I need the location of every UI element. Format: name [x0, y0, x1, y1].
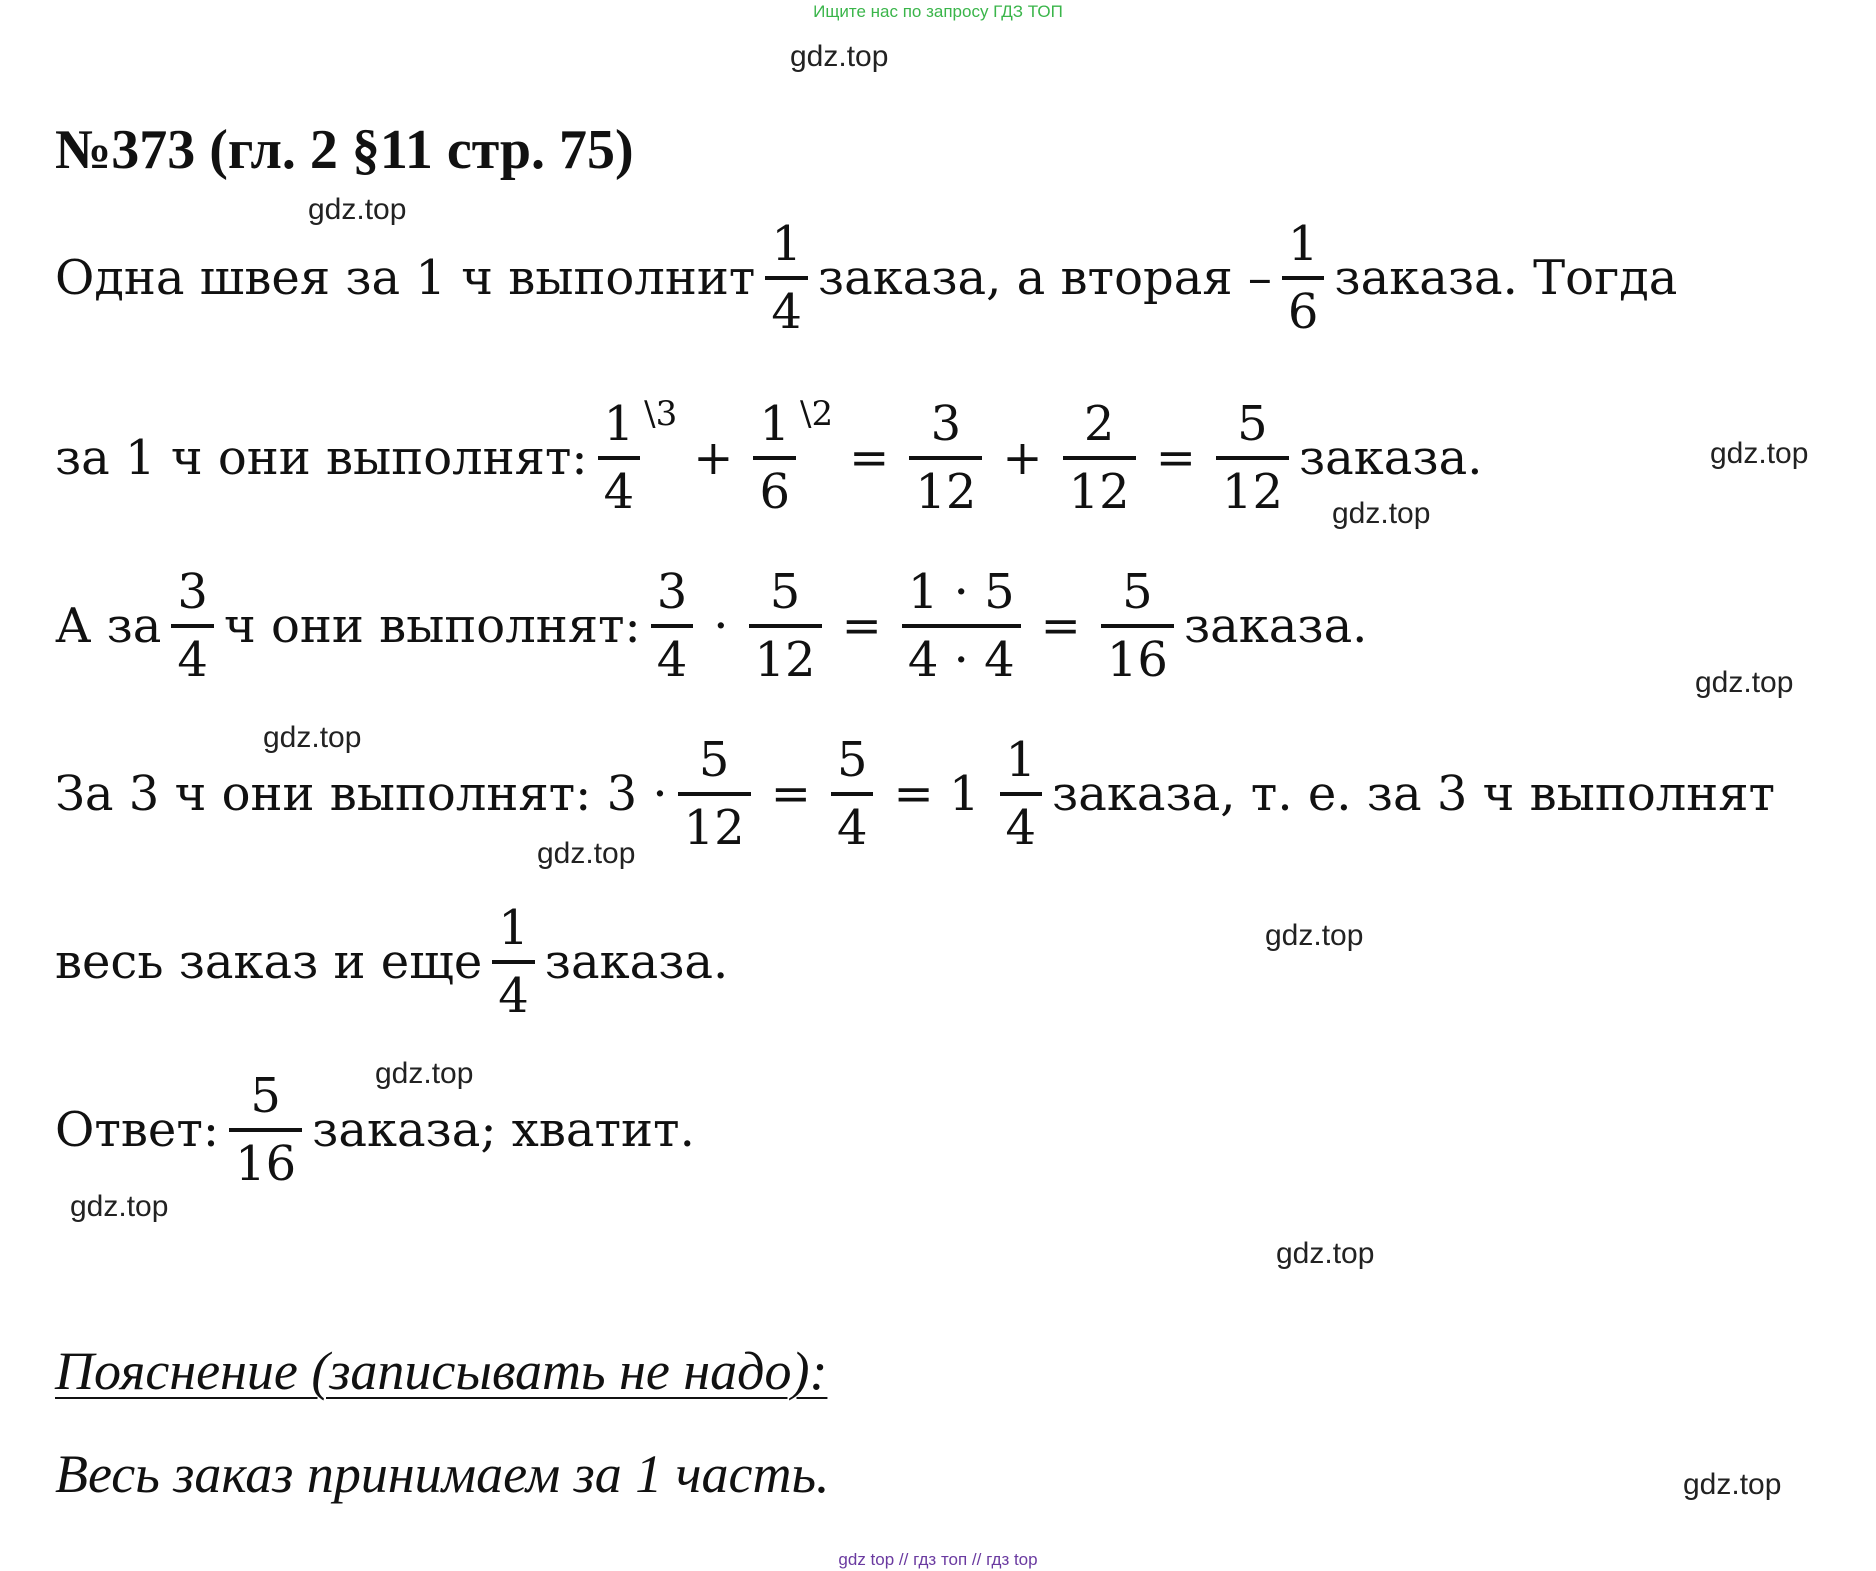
solution-line-2 — [55, 394, 1483, 520]
text: заказа, т. е. за 3 ч выполнят — [1052, 766, 1776, 822]
text: заказа. — [1298, 430, 1483, 486]
denominator: 4 — [603, 464, 635, 520]
solution-line-5 — [55, 900, 729, 1024]
numerator: 1 — [1005, 732, 1037, 788]
watermark: gdz.top — [308, 193, 407, 226]
fraction — [492, 900, 535, 1024]
watermark: gdz.top — [375, 1057, 474, 1090]
answer-label: Ответ: — [55, 1102, 220, 1158]
denominator: 12 — [1221, 464, 1283, 520]
denominator: 4 — [656, 632, 688, 688]
denominator: 12 — [1068, 464, 1130, 520]
fraction — [765, 216, 808, 340]
denominator: 16 — [235, 1136, 297, 1192]
denominator: 12 — [683, 800, 745, 856]
fraction — [598, 396, 641, 520]
denominator: 6 — [1287, 284, 1319, 340]
solution-line-1 — [55, 216, 1678, 340]
denominator: 4 — [771, 284, 802, 340]
equals-sign: = 1 — [893, 766, 980, 822]
fraction — [1216, 396, 1289, 520]
text: заказа. — [544, 934, 729, 990]
text: заказа; хватит. — [312, 1102, 695, 1158]
denominator: 12 — [915, 464, 977, 520]
numerator: 5 — [1122, 564, 1153, 620]
multiply-dot: · — [713, 598, 729, 654]
text: заказа, а вторая – — [817, 250, 1272, 306]
denominator: 12 — [754, 632, 816, 688]
fraction — [1101, 564, 1174, 688]
watermark: gdz.top — [263, 721, 362, 754]
numerator: 1 — [771, 216, 802, 272]
fraction — [1000, 732, 1043, 856]
explanation-heading: Пояснение (записывать не надо): — [55, 1341, 828, 1401]
extra-multiplier: \3 — [644, 394, 678, 434]
numerator: 1 — [498, 900, 529, 956]
text: заказа. — [1183, 598, 1368, 654]
watermark: gdz.top — [70, 1190, 169, 1223]
explanation-text: Весь заказ принимаем за 1 часть. — [55, 1444, 830, 1504]
equals-sign: = — [770, 766, 811, 822]
denominator: 16 — [1106, 632, 1168, 688]
equals-sign: = — [1155, 430, 1196, 486]
top-banner: Ищите нас по запросу ГДЗ ТОП — [813, 2, 1063, 21]
watermark: gdz.top — [1695, 666, 1794, 699]
numerator: 1 — [759, 396, 790, 452]
numerator: 1 — [1287, 216, 1319, 272]
fraction — [651, 564, 694, 688]
text: ч они выполнят: — [223, 598, 641, 654]
plus-sign: + — [693, 430, 734, 486]
fraction — [831, 732, 874, 856]
numerator: 5 — [250, 1068, 281, 1124]
text: весь заказ и еще — [55, 934, 483, 990]
denominator: 4 — [1005, 800, 1037, 856]
numerator: 3 — [930, 396, 962, 452]
numerator: 2 — [1083, 396, 1115, 452]
fraction — [678, 732, 751, 856]
fraction — [753, 396, 796, 520]
fraction — [749, 564, 822, 688]
equals-sign: = — [841, 598, 882, 654]
answer-line — [55, 1068, 695, 1192]
problem-title: №373 (гл. 2 §11 стр. 75) — [55, 119, 634, 181]
fraction — [171, 564, 214, 688]
numerator: 3 — [177, 564, 208, 620]
numerator: 1 · 5 — [907, 564, 1015, 620]
watermark: gdz.top — [1683, 1468, 1782, 1501]
fraction — [1063, 396, 1136, 520]
numerator: 5 — [1237, 396, 1268, 452]
watermark: gdz.top — [1265, 919, 1364, 952]
equals-sign: = — [1040, 598, 1081, 654]
watermark: gdz.top — [537, 837, 636, 870]
fraction — [1282, 216, 1325, 340]
fraction — [902, 564, 1021, 688]
numerator: 3 — [656, 564, 688, 620]
numerator: 5 — [769, 564, 801, 620]
text: Одна швея за 1 ч выполнит — [55, 250, 756, 306]
watermark: gdz.top — [1332, 497, 1431, 530]
equals-sign: = — [849, 430, 890, 486]
denominator: 4 · 4 — [907, 632, 1015, 688]
numerator: 1 — [603, 396, 635, 452]
extra-multiplier: \2 — [800, 394, 834, 434]
text: за 1 ч они выполнят: — [55, 430, 588, 486]
numerator: 5 — [698, 732, 730, 788]
numerator: 5 — [836, 732, 868, 788]
footer-links: gdz top // гдз топ // гдз top — [838, 1550, 1038, 1569]
text: А за — [55, 598, 162, 654]
text: За 3 ч они выполнят: 3 · — [55, 766, 668, 822]
denominator: 4 — [498, 968, 529, 1024]
fraction — [229, 1068, 302, 1192]
watermark: gdz.top — [1276, 1237, 1375, 1270]
fraction — [909, 396, 982, 520]
solution-line-3 — [55, 564, 1368, 688]
denominator: 6 — [759, 464, 790, 520]
plus-sign: + — [1002, 430, 1043, 486]
watermark: gdz.top — [1710, 437, 1809, 470]
watermark: gdz.top — [790, 40, 889, 73]
denominator: 4 — [177, 632, 208, 688]
text: заказа. Тогда — [1334, 250, 1678, 306]
denominator: 4 — [836, 800, 868, 856]
